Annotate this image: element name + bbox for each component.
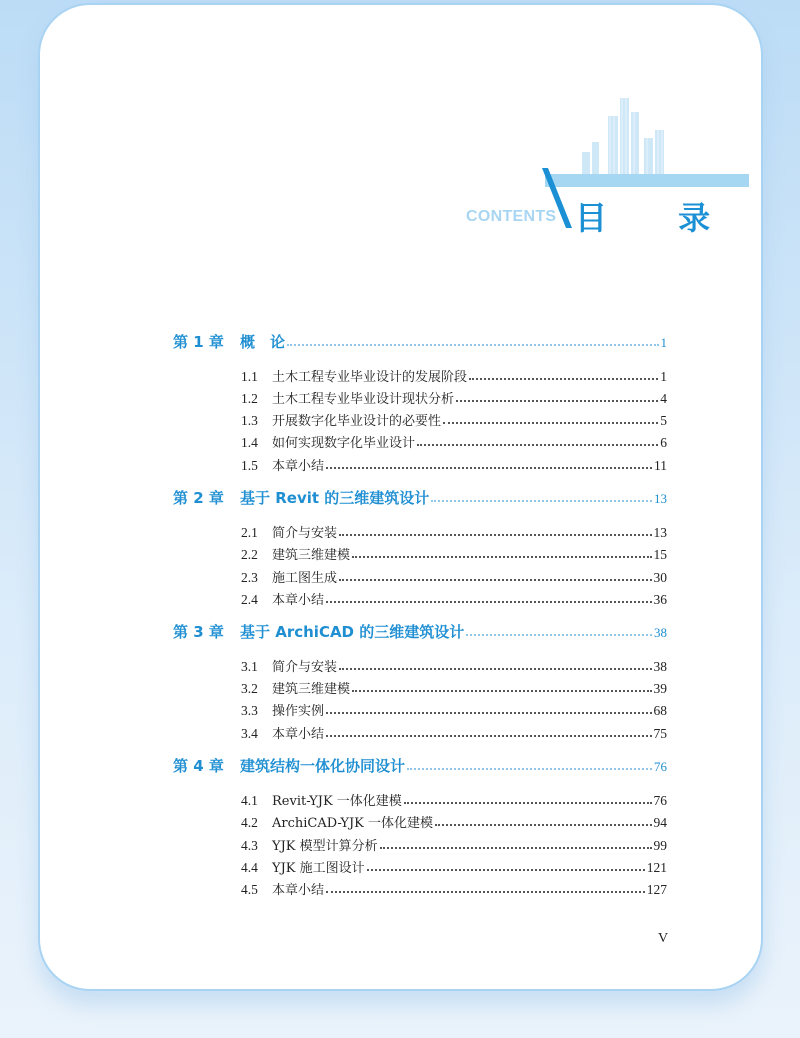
leader-dots: [367, 869, 645, 871]
toc-chapter-1[interactable]: [173, 331, 667, 352]
section-number: 3.4: [241, 726, 258, 741]
toc-section[interactable]: [241, 567, 667, 586]
leader-dots: [466, 634, 652, 636]
section-page: 13: [653, 525, 667, 540]
toc-section[interactable]: [241, 410, 667, 429]
chapter-title: 基于 ArchiCAD 的三维建筑设计: [240, 623, 465, 641]
section-number: 2.2: [241, 547, 258, 562]
section-title: 施工图生成: [272, 571, 338, 586]
section-page: 39: [653, 681, 667, 696]
section-page: 36: [653, 592, 667, 607]
section-number: 2.4: [241, 592, 258, 607]
toc-section[interactable]: [241, 544, 667, 563]
section-page: 68: [653, 703, 667, 718]
section-title: 建筑三维建模: [272, 548, 351, 563]
toc-section[interactable]: [241, 857, 667, 876]
section-page: 127: [646, 882, 667, 897]
leader-dots: [352, 690, 651, 692]
section-title: 土木工程专业毕业设计的发展阶段: [272, 370, 468, 385]
chapter-page: 1: [660, 335, 667, 350]
leader-dots: [431, 500, 652, 502]
toc-section[interactable]: [241, 812, 667, 831]
section-number: 1.3: [241, 413, 258, 428]
section-title: YJK 施工图设计: [272, 861, 365, 876]
leader-dots: [352, 556, 651, 558]
leader-dots: [339, 534, 651, 536]
section-title: 开展数字化毕业设计的必要性: [272, 414, 442, 429]
section-number: 4.5: [241, 882, 258, 897]
leader-dots: [287, 344, 658, 346]
section-title: 如何实现数字化毕业设计: [272, 436, 416, 451]
title-band: [545, 174, 749, 187]
section-title: 操作实例: [272, 704, 325, 719]
leader-dots: [456, 400, 658, 402]
section-title: 简介与安装: [272, 660, 338, 675]
section-number: 3.1: [241, 659, 258, 674]
toc-chapter-2[interactable]: [173, 487, 667, 508]
leader-dots: [339, 579, 651, 581]
section-page: 76: [653, 793, 667, 808]
toc-section[interactable]: [241, 790, 667, 809]
toc-section[interactable]: [241, 700, 667, 719]
page-number: V: [658, 931, 669, 946]
section-title: 建筑三维建模: [272, 682, 351, 697]
toc-section[interactable]: [241, 366, 667, 385]
chapter-page: 13: [654, 491, 667, 506]
toc-section[interactable]: [241, 522, 667, 541]
section-title: 本章小结: [272, 727, 325, 742]
leader-dots: [380, 847, 652, 849]
section-number: 1.1: [241, 369, 258, 384]
section-page: 5: [660, 413, 667, 428]
chapter-number: 第 1 章: [173, 333, 224, 351]
section-number: 3.3: [241, 703, 258, 718]
contents-label: CONTENTS: [466, 208, 557, 225]
page-title: 目 录: [575, 199, 741, 237]
chapter-number: 第 3 章: [173, 623, 224, 641]
section-number: 4.2: [241, 815, 258, 830]
leader-dots: [326, 712, 651, 714]
section-title: 本章小结: [272, 593, 325, 608]
toc-chapter-4[interactable]: [173, 755, 667, 776]
section-page: 1: [660, 369, 667, 384]
section-number: 3.2: [241, 681, 258, 696]
leader-dots: [435, 824, 651, 826]
toc-section[interactable]: [241, 589, 667, 608]
toc-section[interactable]: [241, 432, 667, 451]
toc-section[interactable]: [241, 835, 667, 854]
section-title: ArchiCAD-YJK 一体化建模: [272, 816, 434, 831]
section-number: 1.5: [241, 458, 258, 473]
section-number: 2.1: [241, 525, 258, 540]
leader-dots: [326, 735, 651, 737]
section-number: 4.4: [241, 860, 258, 875]
leader-dots: [326, 601, 651, 603]
leader-dots: [417, 444, 658, 446]
section-title: YJK 模型计算分析: [272, 839, 378, 854]
leader-dots: [404, 802, 652, 804]
toc-section[interactable]: [241, 388, 667, 407]
section-title: 本章小结: [272, 459, 325, 474]
section-title: Revit-YJK 一体化建模: [272, 794, 402, 809]
section-page: 38: [653, 659, 667, 674]
skyline-graphic: [578, 92, 670, 174]
leader-dots: [339, 668, 651, 670]
section-page: 6: [660, 435, 667, 450]
section-page: 121: [646, 860, 667, 875]
chapter-title: 基于 Revit 的三维建筑设计: [240, 489, 430, 507]
toc-chapter-3[interactable]: [173, 621, 667, 642]
chapter-page: 38: [654, 625, 667, 640]
section-number: 4.3: [241, 838, 258, 853]
section-number: 1.2: [241, 391, 258, 406]
toc-section[interactable]: [241, 879, 667, 898]
toc-section[interactable]: [241, 656, 667, 675]
chapter-page: 76: [654, 759, 667, 774]
section-page: 11: [654, 458, 667, 473]
toc-section[interactable]: [241, 455, 667, 474]
section-page: 94: [653, 815, 667, 830]
leader-dots: [407, 768, 652, 770]
chapter-title: 概 论: [240, 333, 286, 351]
section-page: 4: [660, 391, 667, 406]
leader-dots: [469, 378, 658, 380]
section-title: 简介与安装: [272, 526, 338, 541]
chapter-number: 第 2 章: [173, 489, 224, 507]
section-title: 本章小结: [272, 883, 325, 898]
section-number: 1.4: [241, 435, 258, 450]
leader-dots: [443, 422, 658, 424]
section-number: 4.1: [241, 793, 258, 808]
chapter-title: 建筑结构一体化协同设计: [240, 757, 406, 775]
section-page: 15: [653, 547, 667, 562]
section-title: 土木工程专业毕业设计现状分析: [272, 392, 455, 407]
toc-section[interactable]: [241, 723, 667, 742]
leader-dots: [326, 891, 645, 893]
section-page: 99: [653, 838, 667, 853]
chapter-number: 第 4 章: [173, 757, 224, 775]
leader-dots: [326, 467, 652, 469]
section-number: 2.3: [241, 570, 258, 585]
section-page: 30: [653, 570, 667, 585]
section-page: 75: [653, 726, 667, 741]
toc-section[interactable]: [241, 678, 667, 697]
